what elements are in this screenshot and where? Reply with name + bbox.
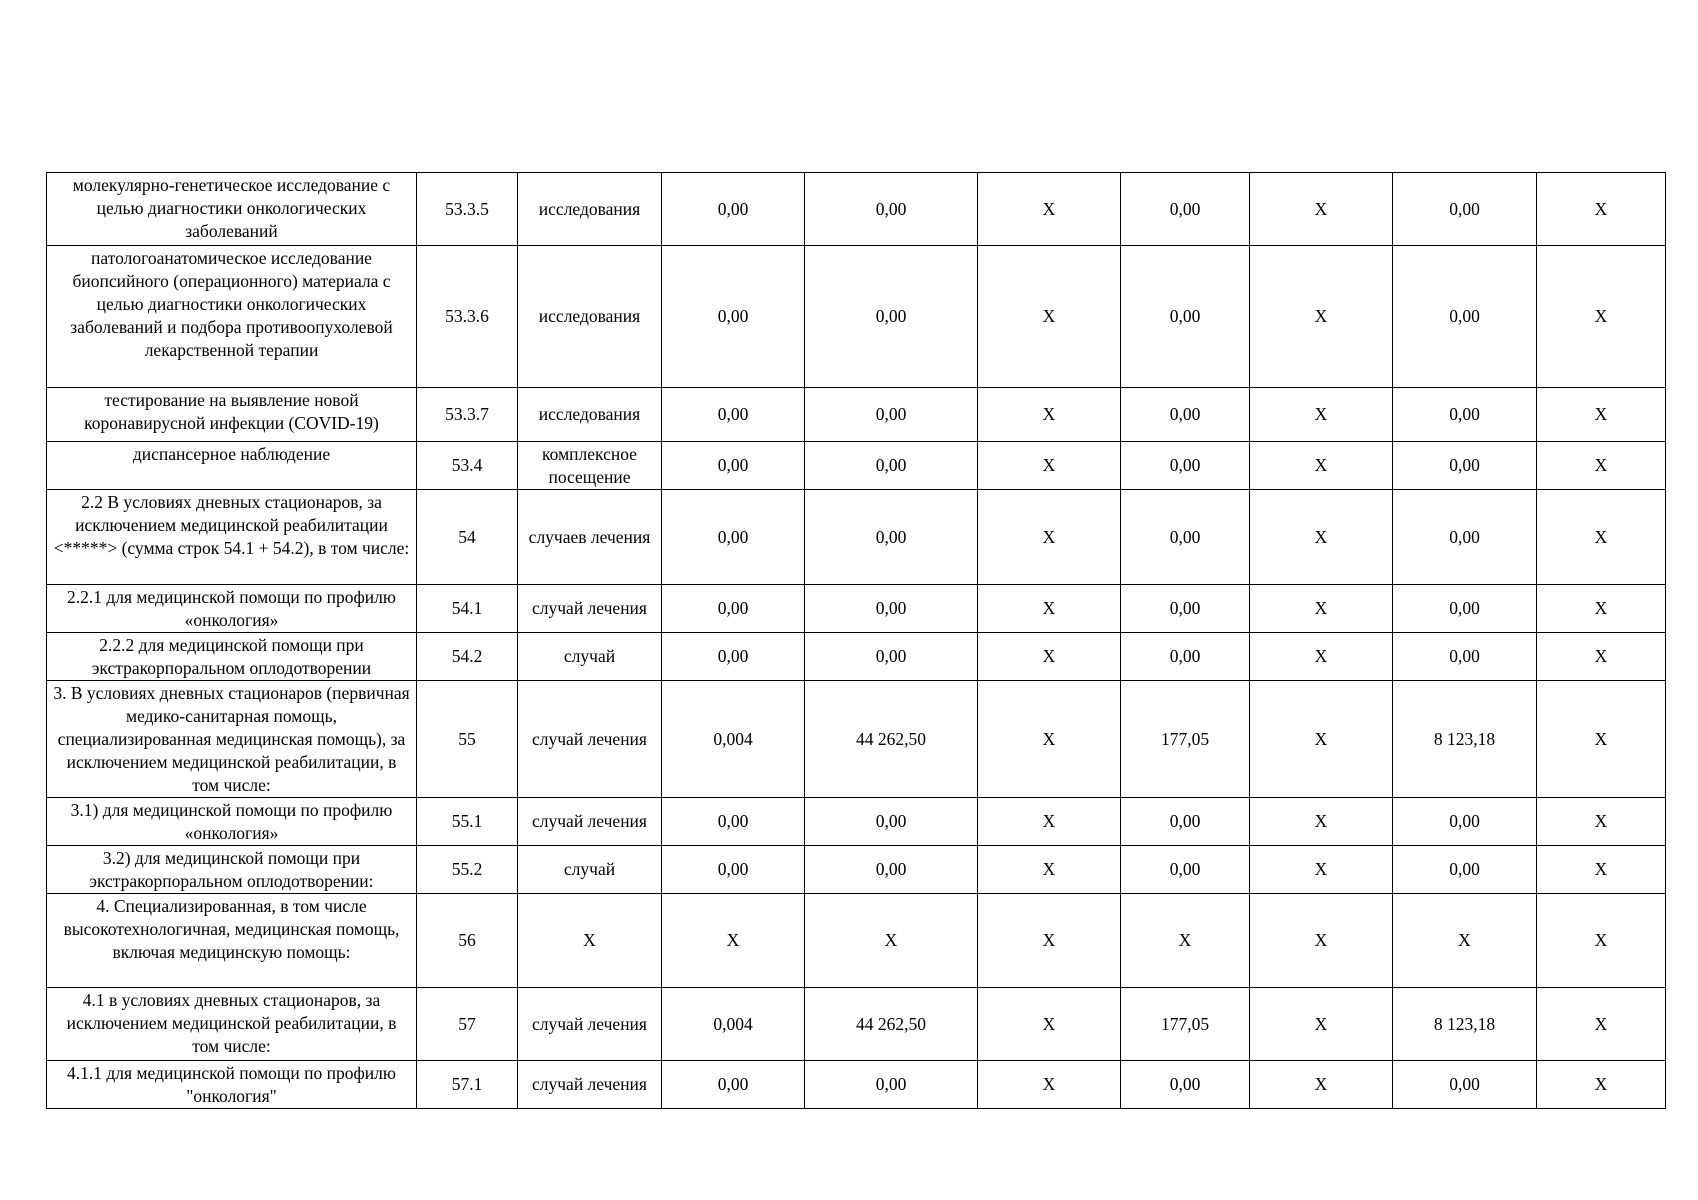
row-value: X	[1537, 633, 1666, 681]
row-value: 0,00	[1393, 846, 1537, 894]
row-value: 0,00	[805, 585, 978, 633]
row-value: 0,00	[805, 246, 978, 388]
table-row	[47, 490, 1666, 585]
row-value: X	[1250, 490, 1393, 585]
row-value: X	[1121, 894, 1250, 988]
row-code: 57	[417, 988, 518, 1061]
row-value: 0,00	[662, 585, 805, 633]
row-value: 0,00	[1393, 173, 1537, 246]
row-value: X	[1537, 846, 1666, 894]
row-value: 0,00	[1121, 442, 1250, 490]
row-value: X	[1250, 681, 1393, 798]
table-row	[47, 894, 1666, 988]
row-code: 53.3.5	[417, 173, 518, 246]
row-value: X	[1537, 246, 1666, 388]
row-unit: X	[518, 894, 662, 988]
row-value: X	[1537, 388, 1666, 442]
table-row	[47, 988, 1666, 1061]
row-name: 2.2.2 для медицинской помощи при экстракорпоральном оплодотворении	[47, 633, 417, 681]
row-name: 3. В условиях дневных стационаров (первичная медико-санитарная помощь, специализированная медицинская помощь), за исключением медицинской реабилитации, в том числе:	[47, 681, 417, 798]
row-value: X	[978, 894, 1121, 988]
row-value: 0,00	[662, 846, 805, 894]
row-value: 0,00	[662, 1061, 805, 1109]
row-code: 53.4	[417, 442, 518, 490]
table-row	[47, 798, 1666, 846]
row-value: 0,00	[662, 798, 805, 846]
row-value: 0,00	[1121, 173, 1250, 246]
row-name: патологоанатомическое исследование биопсийного (операционного) материала с целью диагностики онкологических заболеваний и подбора противоопухолевой лекарственной терапии	[47, 246, 417, 388]
row-value: 0,00	[662, 442, 805, 490]
row-value: X	[1250, 388, 1393, 442]
row-name: диспансерное наблюдение	[47, 442, 417, 490]
row-value: X	[1537, 988, 1666, 1061]
row-value: 0,00	[1393, 442, 1537, 490]
row-value: X	[805, 894, 978, 988]
row-name: 4.1.1 для медицинской помощи по профилю "онкология"	[47, 1061, 417, 1109]
row-value: X	[1250, 173, 1393, 246]
row-value: 0,00	[1393, 1061, 1537, 1109]
row-code: 55.2	[417, 846, 518, 894]
table-row	[47, 388, 1666, 442]
row-value: X	[1537, 798, 1666, 846]
row-value: 0,00	[662, 490, 805, 585]
row-value: X	[1250, 442, 1393, 490]
row-value: 44 262,50	[805, 988, 978, 1061]
row-value: 0,00	[1121, 1061, 1250, 1109]
row-value: X	[1250, 585, 1393, 633]
row-value: 0,00	[662, 633, 805, 681]
row-unit: случай лечения	[518, 681, 662, 798]
row-code: 53.3.7	[417, 388, 518, 442]
row-unit: исследования	[518, 246, 662, 388]
row-value: 0,00	[1121, 846, 1250, 894]
row-unit: случаев лечения	[518, 490, 662, 585]
row-name: тестирование на выявление новой коронавирусной инфекции (COVID-19)	[47, 388, 417, 442]
row-value: 0,00	[1121, 633, 1250, 681]
row-value: X	[978, 442, 1121, 490]
row-unit: случай лечения	[518, 798, 662, 846]
row-unit: случай лечения	[518, 988, 662, 1061]
row-value: 0,00	[805, 173, 978, 246]
row-value: 8 123,18	[1393, 681, 1537, 798]
row-code: 56	[417, 894, 518, 988]
row-value: X	[978, 633, 1121, 681]
row-name: 3.1) для медицинской помощи по профилю «онкология»	[47, 798, 417, 846]
row-value: X	[978, 173, 1121, 246]
row-value: 8 123,18	[1393, 988, 1537, 1061]
row-name: 4.1 в условиях дневных стационаров, за исключением медицинской реабилитации, в том числе:	[47, 988, 417, 1061]
table-row	[47, 442, 1666, 490]
row-value: 0,00	[1393, 633, 1537, 681]
row-unit: случай лечения	[518, 1061, 662, 1109]
row-unit: исследования	[518, 388, 662, 442]
table-row	[47, 681, 1666, 798]
row-value: 0,00	[662, 388, 805, 442]
row-value: X	[1250, 798, 1393, 846]
row-value: 0,00	[805, 388, 978, 442]
row-value: X	[978, 585, 1121, 633]
row-value: X	[978, 490, 1121, 585]
row-value: X	[1537, 1061, 1666, 1109]
row-value: 0,00	[1393, 246, 1537, 388]
data-table	[46, 172, 1666, 1109]
table-row	[47, 173, 1666, 246]
row-unit: случай	[518, 633, 662, 681]
row-unit: случай	[518, 846, 662, 894]
row-value: X	[1250, 246, 1393, 388]
row-value: X	[1393, 894, 1537, 988]
row-value: 0,00	[1121, 585, 1250, 633]
row-value: 0,00	[662, 173, 805, 246]
row-value: X	[978, 1061, 1121, 1109]
row-value: X	[1250, 846, 1393, 894]
table-row	[47, 246, 1666, 388]
row-value: X	[1250, 1061, 1393, 1109]
row-value: X	[1537, 490, 1666, 585]
row-value: X	[1537, 442, 1666, 490]
row-unit: случай лечения	[518, 585, 662, 633]
row-value: 0,00	[662, 246, 805, 388]
row-value: 0,00	[805, 633, 978, 681]
row-code: 57.1	[417, 1061, 518, 1109]
row-value: 0,00	[805, 442, 978, 490]
row-code: 54	[417, 490, 518, 585]
row-value: 44 262,50	[805, 681, 978, 798]
row-value: 0,004	[662, 681, 805, 798]
row-value: X	[978, 798, 1121, 846]
row-value: X	[1250, 633, 1393, 681]
row-value: X	[1250, 988, 1393, 1061]
row-name: 4. Специализированная, в том числе высокотехнологичная, медицинская помощь, включая медицинскую помощь:	[47, 894, 417, 988]
row-value: X	[662, 894, 805, 988]
row-name: 2.2 В условиях дневных стационаров, за исключением медицинской реабилитации <*****> (сумма строк 54.1 + 54.2), в том числе:	[47, 490, 417, 585]
row-value: X	[978, 988, 1121, 1061]
row-value: X	[978, 846, 1121, 894]
row-value: 177,05	[1121, 681, 1250, 798]
row-value: X	[978, 388, 1121, 442]
row-value: 0,00	[805, 846, 978, 894]
table-row	[47, 846, 1666, 894]
table-row	[47, 585, 1666, 633]
row-value: 0,00	[1393, 490, 1537, 585]
row-value: 0,00	[1121, 246, 1250, 388]
row-code: 53.3.6	[417, 246, 518, 388]
row-name: 3.2) для медицинской помощи при экстракорпоральном оплодотворении:	[47, 846, 417, 894]
row-value: 0,00	[1121, 798, 1250, 846]
row-code: 54.2	[417, 633, 518, 681]
row-value: X	[978, 246, 1121, 388]
row-value: 0,00	[805, 1061, 978, 1109]
row-code: 54.1	[417, 585, 518, 633]
row-value: 0,00	[805, 490, 978, 585]
row-value: 0,00	[1393, 798, 1537, 846]
row-value: 0,00	[1121, 490, 1250, 585]
row-name: 2.2.1 для медицинской помощи по профилю «онкология»	[47, 585, 417, 633]
row-value: X	[1537, 173, 1666, 246]
row-value: 0,00	[1393, 585, 1537, 633]
row-value: 177,05	[1121, 988, 1250, 1061]
row-name: молекулярно-генетическое исследование с целью диагностики онкологических заболеваний	[47, 173, 417, 246]
table-row	[47, 633, 1666, 681]
row-unit: исследования	[518, 173, 662, 246]
row-value: X	[1250, 894, 1393, 988]
row-value: 0,00	[1121, 388, 1250, 442]
row-code: 55	[417, 681, 518, 798]
row-value: X	[978, 681, 1121, 798]
row-value: X	[1537, 681, 1666, 798]
row-value: 0,00	[805, 798, 978, 846]
row-value: 0,00	[1393, 388, 1537, 442]
row-unit: комплексное посещение	[518, 442, 662, 490]
row-code: 55.1	[417, 798, 518, 846]
row-value: X	[1537, 894, 1666, 988]
row-value: 0,004	[662, 988, 805, 1061]
table-row	[47, 1061, 1666, 1109]
row-value: X	[1537, 585, 1666, 633]
